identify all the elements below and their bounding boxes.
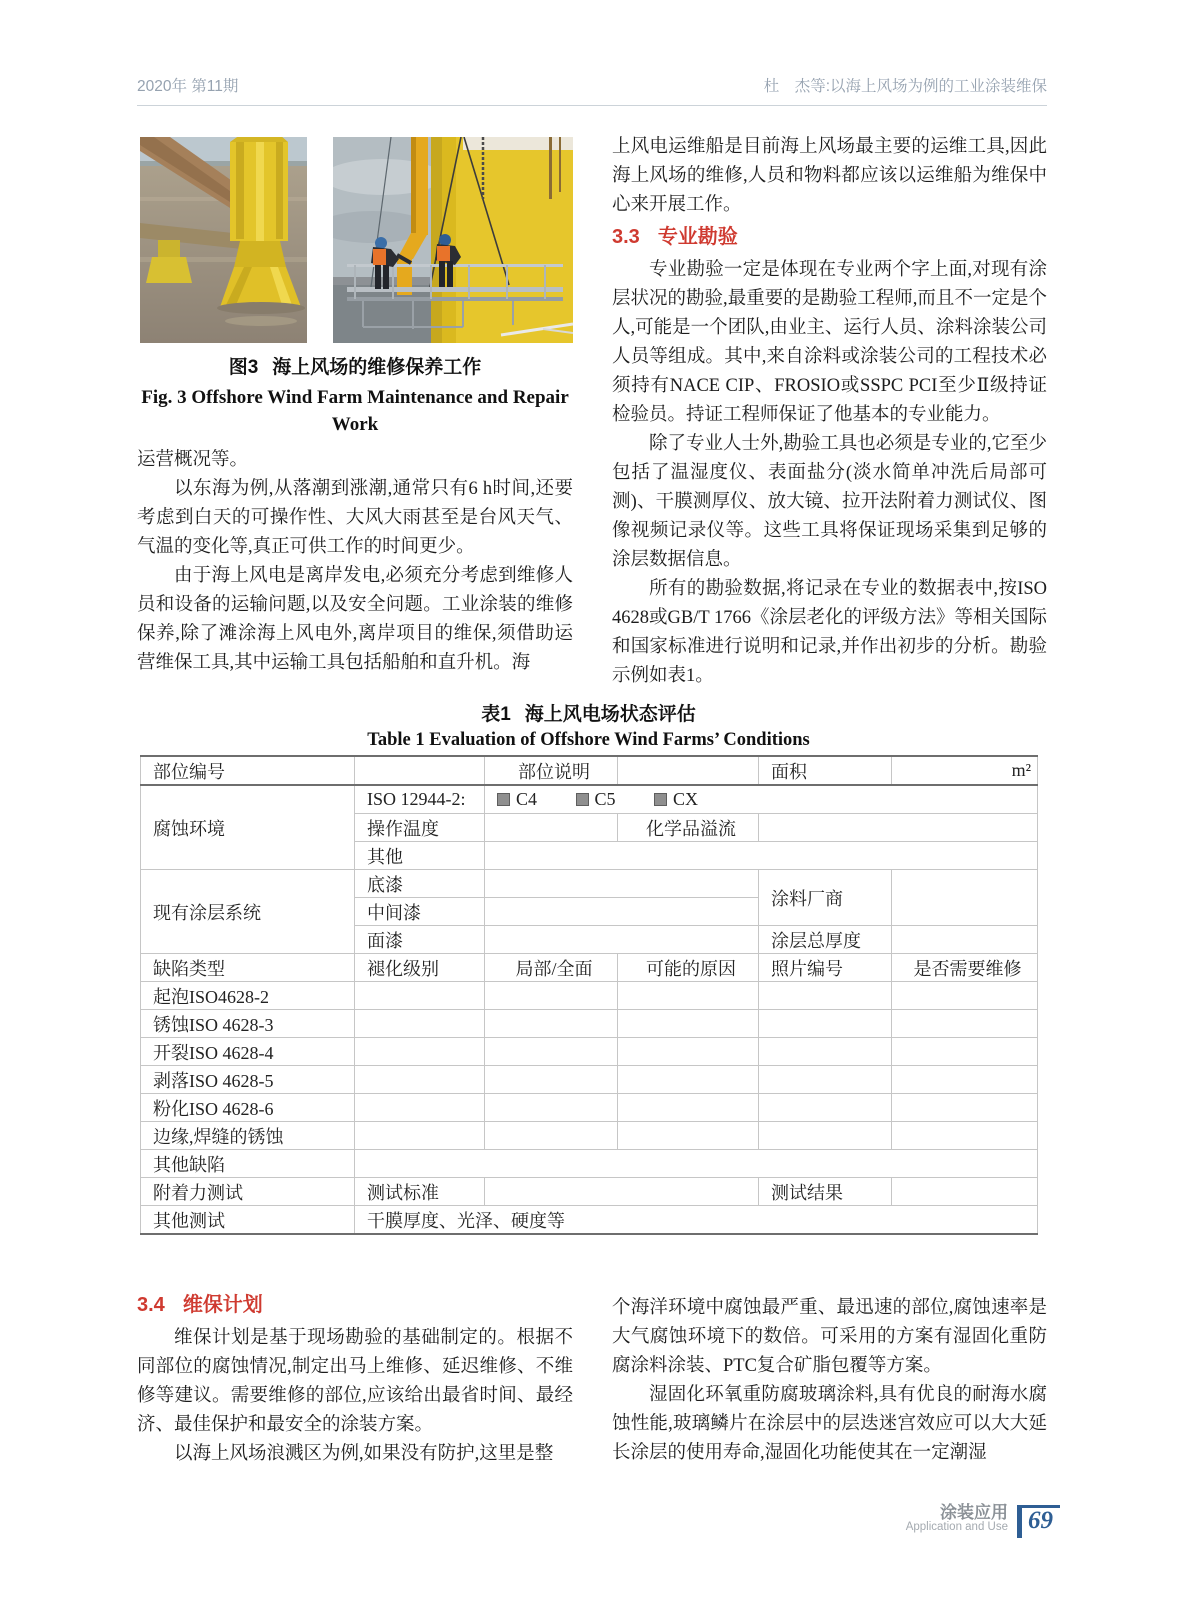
- table-cell-empty: [618, 982, 759, 1010]
- section-heading-3-4: 3.4 维保计划: [137, 1294, 263, 1316]
- paragraph: 以东海为例,从落潮到涨潮,通常只有6 h时间,还要考虑到白天的可操作性、大风大雨甚至是台风天气、气温的变化等,真正可供工作的时间更少。: [137, 479, 573, 557]
- table-cell: 腐蚀环境: [141, 785, 355, 870]
- table1-title-zh: 表1 海上风电场状态评估: [481, 704, 696, 725]
- table-row: [141, 1206, 1038, 1235]
- table-cell: 边缘,焊缝的锈蚀: [141, 1122, 355, 1150]
- table-cell-empty: [485, 898, 759, 926]
- table-cell: 化学品溢流: [618, 814, 759, 842]
- figure-caption-en: Fig. 3 Offshore Wind Farm Maintenance and Repair Work: [141, 387, 569, 435]
- table-cell-empty: [485, 870, 759, 898]
- table-cell-empty: [355, 1094, 485, 1122]
- table-cell: 涂料厂商: [759, 870, 892, 926]
- table-cell-empty: [892, 1038, 1038, 1066]
- table-cell: 干膜厚度、光泽、硬度等: [355, 1206, 1038, 1235]
- table-cell-empty: [892, 1010, 1038, 1038]
- table-row-header: [141, 756, 1038, 785]
- table-cell-empty: [355, 756, 485, 785]
- table-cell-empty: [618, 1038, 759, 1066]
- table-cell-empty: [759, 1010, 892, 1038]
- table-cell: 褪化级别: [355, 954, 485, 982]
- table-row: [141, 982, 1038, 1010]
- figure-photo-tripod-foundation: [140, 137, 307, 343]
- table-cell-empty: [759, 982, 892, 1010]
- left-column-text: [137, 446, 573, 678]
- paragraph: 所有的勘验数据,将记录在专业的数据表中,按ISO 4628或GB/T 1766《涂层老化的评级方法》等相关国际和国家标准进行说明和记录,并作出初步的分析。勘验示例如表1。: [612, 579, 1047, 686]
- checkbox-option-c5[interactable]: C5: [576, 789, 616, 809]
- table-cell: 涂层总厚度: [759, 926, 892, 954]
- table-row: [141, 954, 1038, 982]
- table-cell-empty: [759, 1038, 892, 1066]
- table-cell-empty: [759, 814, 1038, 842]
- table-cell-empty: [355, 1010, 485, 1038]
- table-cell-empty: [618, 756, 759, 785]
- table-cell: 锈蚀ISO 4628-3: [141, 1010, 355, 1038]
- table-row: [141, 1094, 1038, 1122]
- table-cell: 操作温度: [355, 814, 485, 842]
- table-cell: 起泡ISO4628-2: [141, 982, 355, 1010]
- table-row: [141, 1066, 1038, 1094]
- table-cell: 面漆: [355, 926, 485, 954]
- table-cell: 现有涂层系统: [141, 870, 355, 954]
- table-cell-empty: [892, 926, 1038, 954]
- figure-caption: [137, 352, 573, 438]
- table-cell-empty: [892, 1066, 1038, 1094]
- table-cell: 测试标准: [355, 1178, 485, 1206]
- table-cell-empty: [355, 1150, 1038, 1178]
- table-cell: 开裂ISO 4628-4: [141, 1038, 355, 1066]
- table-cell: 粉化ISO 4628-6: [141, 1094, 355, 1122]
- paragraph: 除了专业人士外,勘验工具也必须是专业的,它至少包括了温湿度仪、表面盐分(淡水简单冲洗后局部可测)、干膜测厚仪、放大镜、拉开法附着力测试仪、图像视频记录仪等。这些工具将保证现场采集到足够的涂层数据信息。: [612, 434, 1047, 570]
- figure-photo-monopile-workers: [333, 137, 573, 343]
- table-cell-empty: [485, 842, 1038, 870]
- table-cell: 其他: [355, 842, 485, 870]
- page-header: [137, 74, 1047, 106]
- bottom-left-column: [137, 1288, 573, 1469]
- table-cell-empty: [759, 1122, 892, 1150]
- page-number: 69: [1028, 1507, 1053, 1534]
- table-cell-empty: [485, 814, 618, 842]
- table1-title-en: Table 1 Evaluation of Offshore Wind Farms’ Conditions: [367, 730, 810, 750]
- table-cell-empty: [892, 1178, 1038, 1206]
- table-cell-empty: [355, 1066, 485, 1094]
- table-row: [141, 870, 1038, 898]
- footer-journal-name-zh: 涂装应用: [940, 1503, 1008, 1522]
- paragraph: 由于海上风电是离岸发电,必须充分考虑到维修人员和设备的运输问题,以及安全问题。工业涂装的维修保养,除了滩涂海上风电外,离岸项目的维保,须借助运营维保工具,其中运输工具包括船舶和直升机。海: [137, 566, 573, 673]
- table-cell-empty: [618, 1094, 759, 1122]
- table-cell: [485, 785, 1038, 814]
- table-cell-empty: [759, 1066, 892, 1094]
- paragraph: 个海洋环境中腐蚀最严重、最迅速的部位,腐蚀速率是大气腐蚀环境下的数倍。可采用的方案有湿固化重防腐涂料涂装、PTC复合矿脂包覆等方案。: [612, 1298, 1047, 1376]
- table-cell: 可能的原因: [618, 954, 759, 982]
- table-row: [141, 1150, 1038, 1178]
- table-cell-empty: [892, 870, 1038, 926]
- table-cell: 其他缺陷: [141, 1150, 355, 1178]
- table-cell-empty: [485, 1122, 618, 1150]
- table-cell-empty: [892, 982, 1038, 1010]
- table-cell-empty: [892, 1094, 1038, 1122]
- table-cell-empty: [485, 1178, 759, 1206]
- checkbox-icon[interactable]: [497, 793, 510, 806]
- paragraph: 维保计划是基于现场勘验的基础制定的。根据不同部位的腐蚀情况,制定出马上维修、延迟维修、不维修等建议。需要维修的部位,应该给出最省时间、最经济、最佳保护和最安全的涂装方案。: [137, 1328, 573, 1435]
- table-cell: 部位编号: [141, 756, 355, 785]
- paragraph: 上风电运维船是目前海上风场最主要的运维工具,因此海上风场的维修,人员和物料都应该以运维船为维保中心来开展工作。: [612, 137, 1047, 215]
- table-row: [141, 785, 1038, 814]
- paragraph: 湿固化环氧重防腐玻璃涂料,具有优良的耐海水腐蚀性能,玻璃鳞片在涂层中的层迭迷宫效应可以大大延长涂层的使用寿命,湿固化功能使其在一定潮湿: [612, 1385, 1047, 1463]
- table-row: [141, 1122, 1038, 1150]
- checkbox-icon[interactable]: [576, 793, 589, 806]
- table-cell-empty: [618, 1066, 759, 1094]
- photo-left-illustration: [140, 137, 307, 343]
- header-issue: 2020年 第11期: [137, 78, 239, 95]
- table-row: [141, 1038, 1038, 1066]
- table-cell-empty: [355, 1038, 485, 1066]
- paragraph: 运营概况等。: [137, 450, 249, 470]
- paragraph: 以海上风场浪溅区为例,如果没有防护,这里是整: [174, 1444, 554, 1464]
- table-cell: 其他测试: [141, 1206, 355, 1235]
- table-cell-empty: [485, 1038, 618, 1066]
- table-cell-empty: [618, 1122, 759, 1150]
- table-cell-empty: [759, 1094, 892, 1122]
- checkbox-option-cx[interactable]: CX: [654, 789, 698, 809]
- table-cell-empty: [618, 1010, 759, 1038]
- header-article-title: 杜 杰等:以海上风场为例的工业涂装维保: [763, 78, 1047, 95]
- table-cell-empty: [485, 926, 759, 954]
- table-cell: ISO 12944-2:: [355, 785, 485, 814]
- checkbox-option-c4[interactable]: C4: [497, 789, 537, 809]
- bottom-right-column: [612, 1294, 1047, 1468]
- table-cell-empty: [355, 1122, 485, 1150]
- paragraph: 专业勘验一定是体现在专业两个字上面,对现有涂层状况的勘验,最重要的是勘验工程师,而且不一定是个人,可能是一个团队,由业主、运行人员、涂料涂装公司人员等组成。其中,来自涂料或涂装公司的工程技术必须持有NACE CIP、FROSIO或SSPC PCI至少Ⅱ级持证检验员。持证工程师保证了他基本的专业能力。: [612, 260, 1047, 425]
- table-cell: 中间漆: [355, 898, 485, 926]
- table-cell: 面积: [759, 756, 892, 785]
- table-cell-empty: [355, 982, 485, 1010]
- table1: [140, 755, 1037, 1235]
- section-heading-3-3: 3.3 专业勘验: [612, 226, 738, 248]
- table-row: [141, 1178, 1038, 1206]
- photo-right-illustration: [333, 137, 573, 343]
- table1-title: [140, 699, 1037, 751]
- table-cell: 照片编号: [759, 954, 892, 982]
- checkbox-icon[interactable]: [654, 793, 667, 806]
- figure-caption-zh: 图3 海上风场的维修保养工作: [228, 357, 482, 378]
- table-cell: 部位说明: [485, 756, 618, 785]
- table-cell: m²: [892, 756, 1038, 785]
- table-cell: 测试结果: [759, 1178, 892, 1206]
- table-cell: 附着力测试: [141, 1178, 355, 1206]
- table-cell: 剥落ISO 4628-5: [141, 1066, 355, 1094]
- table-cell-empty: [485, 1066, 618, 1094]
- table-row: [141, 1010, 1038, 1038]
- footer-accent-bar: [1017, 1505, 1022, 1538]
- table-cell: 局部/全面: [485, 954, 618, 982]
- footer-journal-name-en: Application and Use: [905, 1521, 1008, 1533]
- table-cell-empty: [485, 1094, 618, 1122]
- table-cell: 底漆: [355, 870, 485, 898]
- table-cell-empty: [485, 1010, 618, 1038]
- table-cell-empty: [892, 1122, 1038, 1150]
- table-cell-empty: [485, 982, 618, 1010]
- table-cell: 缺陷类型: [141, 954, 355, 982]
- table-cell: 是否需要维修: [892, 954, 1038, 982]
- right-column-text: [612, 133, 1047, 691]
